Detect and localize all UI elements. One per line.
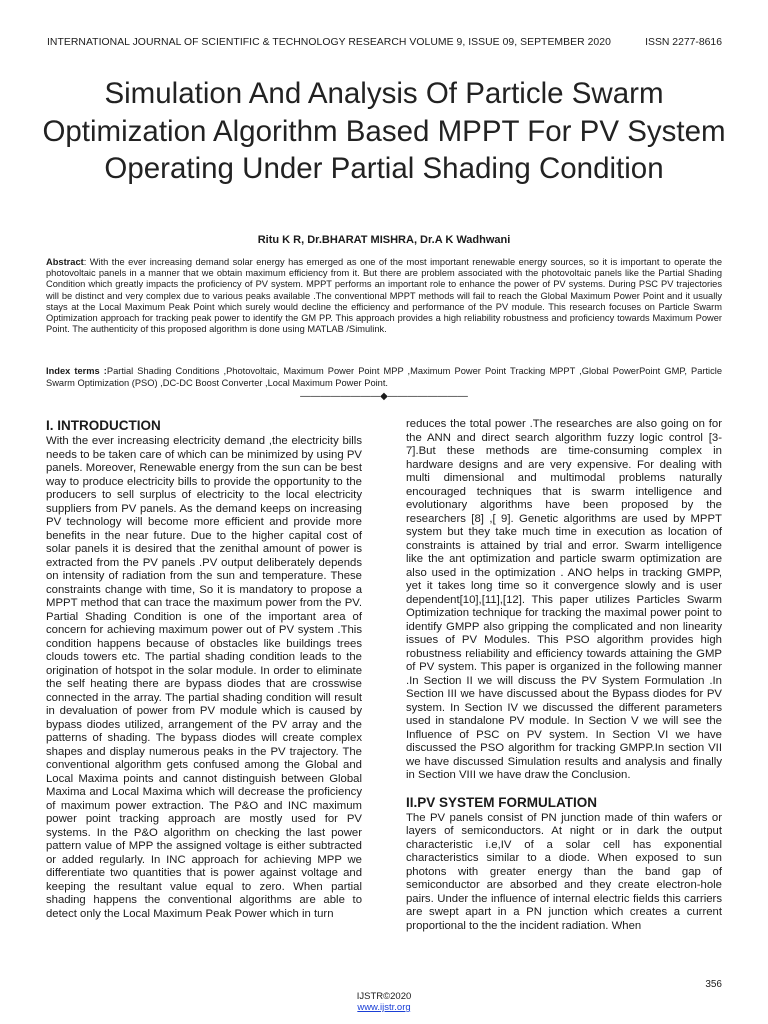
introduction-heading: I. INTRODUCTION [46, 418, 161, 433]
left-column [46, 418, 362, 921]
introduction-continued-text: reduces the total power .The researches are also going on for the ANN and direct search algorithm fuzzy logic control [3-7].But these methods are time-consuming complex in hardware designs and are very expensive. For dealing with multi dimensional and multimodal problems naturally encouraged techniques that is swarm intelligence and evolutionary algorithms have been proposed by the researchers [8] ,[ 9]. Genetic algorithms are used by MPPT system but they take much time in execution as location of constraints is attained by trial and error. Swarm intelligence like the ant optimization and particle swarm optimization are also used in the optimization . ANO helps in tracking GMPP, yet it takes long time so it convergence slowly and is user dependent[10],[11],[12]. This paper utilizes Particles Swarm Optimization technique for tracking the maximal power point to identify GMPP also gripping the complicated and non linearity issues of PV Modules. This PSO algorithm provides high robustness reliability and efficiency towards attaining the GMP of PV system. This paper is organized in the following manner .In Section II we will discuss the PV System Formulation .In Section III we have discussed about the Bypass diodes for PV system. In Section IV we discussed the different parameters used in standalone PV module. In Section V we will see the Influence of PSC on PV system. In Section VI we have discussed the PSO algorithm for tracking GMPP.In section VII we have discussed Simulation results and analysis and finally in Section VIII we have draw the Conclusion. [406, 418, 722, 781]
copyright-notice: IJSTR©2020 [356, 991, 412, 1002]
pv-formulation-heading: II.PV SYSTEM FORMULATION [406, 794, 598, 810]
abstract [46, 257, 722, 335]
index-terms [46, 365, 722, 389]
author-list: Ritu K R, Dr.BHARAT MISHRA, Dr.A K Wadhwani [257, 234, 511, 246]
pv-formulation-text: The PV panels consist of PN junction made of thin wafers or layers of semiconductors. At night or in dark the output characteristic i.e,IV of a solar cell has exponential characteristics similar to a diode. When exposed to sun photons with greater energy than the band gap of semiconductor are absorbed and they create electron-hole pairs. Under the influence of internal electric fields this carriers are swept apart in a PN junction which creates a current proportional to the the incident radiation. When [406, 811, 722, 932]
page-footer [0, 991, 768, 1013]
page-number: 356 [705, 979, 722, 990]
index-terms-text: Partial Shading Conditions ,Photovoltaic, Maximum Power Point MPP ,Maximum Power Point Tracking MPPT ,Global PowerPoint GMP, Particle Swarm Optimization (PSO) ,DC-DC Boost Converter ,Local Maximum Power Point. [46, 366, 722, 388]
paper-title: Simulation And Analysis Of Particle Swarm Optimization Algorithm Based MPPT For PV System Operating Under Partial Shading Condition [42, 77, 726, 185]
abstract-text: : With the ever increasing demand solar energy has emerged as one of the most important renewable energy sources, so it is important to operate the photovoltaic panels in a manner that we obtain maximum efficiency from it. But there are problem associated with the photovoltaic panels like the Partial Shading Condition which greatly impacts the proficiency of PV system. MPPT performs an important role to enhance the power of PV systems. During PSC PV trajectories will be distinct and very complex due to various peaks available .The conventional MPPT methods will fail to reach the Global Maximum Power Point and it usually stays at the Local Maximum Peak Point which surely would decline the efficiency and performance of the PV module. This research focuses on Particle Swarm Optimization approach for tracking peak power to identify the GM PP. This approach provides a high reliability robustness and proficiency towards Maximum Power Point. The authenticity of this proposed algorithm is done using MATLAB /Simulink. [46, 257, 722, 335]
journal-header: INTERNATIONAL JOURNAL OF SCIENTIFIC & TECHNOLOGY RESEARCH VOLUME 9, ISSUE 09, SEPTEMBER 2020 [47, 37, 611, 48]
journal-website-link[interactable]: www.ijstr.org [357, 1002, 411, 1013]
issn-label: ISSN 2277-8616 [645, 37, 722, 48]
section-divider: ————————◆———————— [300, 391, 468, 402]
right-column [406, 418, 722, 933]
index-terms-label: Index terms : [46, 366, 107, 376]
abstract-label: Abstract [46, 257, 84, 267]
introduction-text: With the ever increasing electricity demand ,the electricity bills needs to be taken care of which can be minimized by using PV panels. Moreover, Renewable energy from the sun can be best way to produce electricity bills to provide the opportunity to the producers to sell surplus of electricity to the local electricity suppliers from PV panels. As the demand keeps on increasing PV technology will become more efficient and provide more benefits in the near future. Due to the higher capital cost of solar panels it is desired that the zenithal amount of power is extracted from the PV panels .PV output deliberately depends on intensity of radiation from the sun and temperature. These constraints change with time, So it is mandatory to propose a MPPT method that can trace the maximum power from the PV. Partial Shading Condition is one of the important area of concern for achieving maximum power out of PV system .This condition happens because of obstacles like buildings trees clouds towers etc. The partial shading condition leads to the origination of hotspot in the solar module. In order to eliminate the self heating there are bypass diodes that are crosswise connected in the array. The partial shading condition will result in devaluation of power from PV module which is caused by bypass diodes utilized, arrangement of the PV array and the patterns of shading. The bypass diodes will create complex shapes and display numerous peaks in the PV trajectory. The conventional algorithm gets confused among the Global and Local Maxima points and cannot distinguish between Global Maxima and Local Maxima which will decrease the proficiency of maximum power extraction. The P&O and INC maximum power point tracking approach are mostly used for PV systems. In the P&O algorithm on checking the last power pattern value of MPP the assigned voltage is either subtracted or added regularly. In INC approach for achieving MPP we differentiate two quantities that is power against voltage and keeping the resultant value equal to zero. When partial shading happens the conventional algorithms are able to detect only the Local Maximum Peak Power which in turn [46, 435, 362, 920]
